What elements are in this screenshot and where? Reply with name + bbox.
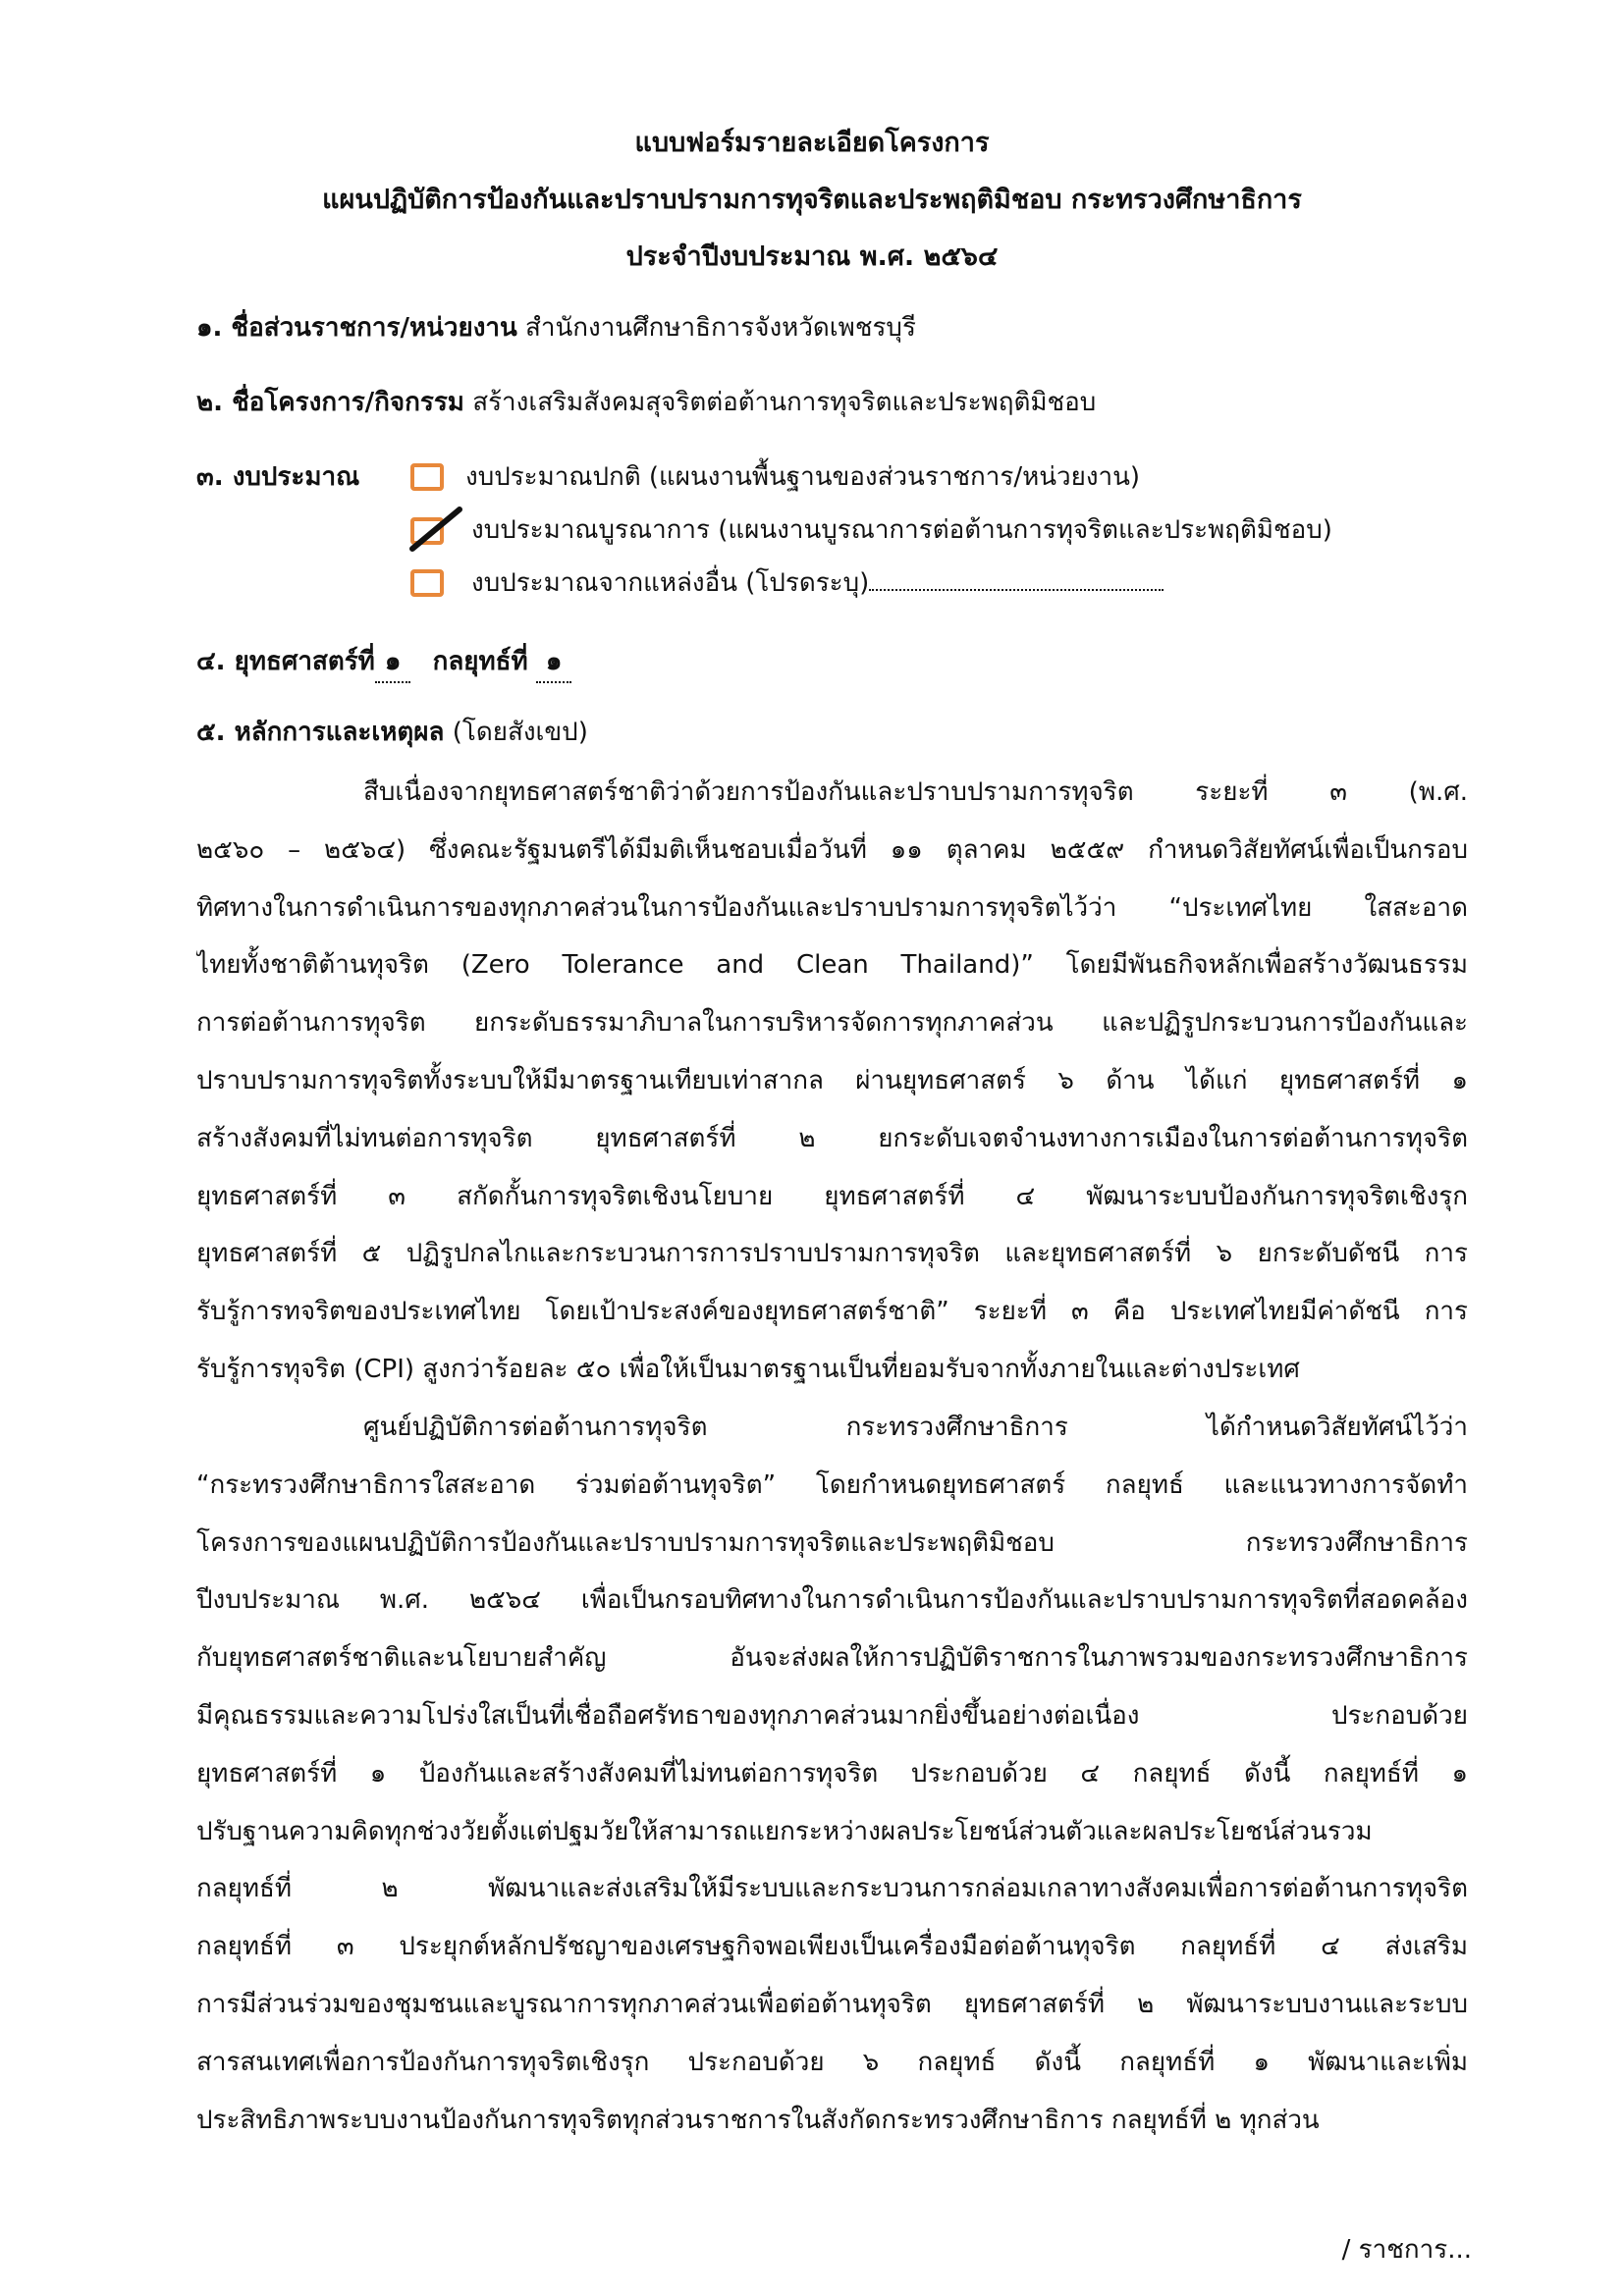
paragraph-line: การต่อต้านการทุจริต ยกระดับธรรมาภิบาลในการบริหารจัดการทุกภาคส่วน และปฏิรูปกระบวนการป้องกันและ (196, 1008, 1468, 1039)
paragraph-line: ประสิทธิภาพระบบงานป้องกันการทุจริตทุกส่วนราชการในสังกัดกระทรวงศึกษาธิการ กลยุทธ์ที่ ๒ ทุกส่วน (196, 2105, 1320, 2135)
budget-label: ๓. งบประมาณ (196, 462, 360, 492)
paragraph-line: การมีส่วนร่วมของชุมชนและบูรณาการทุกภาคส่วนเพื่อต่อต้านทุจริต ยุทธศาสตร์ที่ ๒ พัฒนาระบบงานและระบบ (196, 1989, 1468, 2019)
paragraph-line: โครงการของแผนปฏิบัติการป้องกันและปราบปรามการทุจริตและประพฤติมิชอบ กระทรวงศึกษาธิการ (196, 1527, 1468, 1558)
paragraph-line: ทิศทางในการดำเนินการของทุกภาคส่วนในการป้องกันและปราบปรามการทุจริตไว้ว่า “ประเทศไทย ใสสะอาด (196, 892, 1468, 923)
paragraph-line: ปรับฐานความคิดทุกช่วงวัยตั้งแต่ปฐมวัยให้สามารถแยกระหว่างผลประโยชน์ส่วนตัวและผลประโยชน์ส่วนรวม (196, 1816, 1373, 1846)
budget-other-blank[interactable] (869, 569, 1164, 591)
continuation-marker: / ราชการ... (1341, 2235, 1472, 2265)
budget-other-checkbox[interactable] (410, 569, 444, 597)
rationale-paragraph-2 (196, 1399, 1468, 2149)
rationale-paragraph-1 (196, 764, 1468, 1399)
paragraph-line: ปีงบประมาณ พ.ศ. ๒๕๖๔ เพื่อเป็นกรอบทิศทางในการดำเนินการป้องกันและปราบปรามการทุจริตที่สอดคล้อง (196, 1585, 1468, 1616)
paragraph-line: สร้างสังคมที่ไม่ทนต่อการทุจริต ยุทธศาสตร์ที่ ๒ ยกระดับเจตจำนงทางการเมืองในการต่อต้านการทุจริต (196, 1123, 1468, 1153)
budget-regular-label: งบประมาณปกติ (แผนงานพื้นฐานของส่วนราชการ/หน่วยงาน) (465, 462, 1141, 492)
agency-label: ๑. ชื่อส่วนราชการ/หน่วยงาน (196, 313, 517, 343)
budget-other-line (471, 563, 1164, 603)
paragraph-line: ยุทธศาสตร์ที่ ๕ ปฏิรูปกลไกและกระบวนการการปราบปรามการทุจริต และยุทธศาสตร์ที่ ๖ ยกระดับดัชนี การ (196, 1239, 1468, 1269)
strategy-line (196, 642, 571, 683)
paragraph-line: รับรู้การทุจริต (CPI) สูงกว่าร้อยละ ๕๐ เพื่อให้เป็นมาตรฐานเป็นที่ยอมรับจากทั้งภายในและต่างประเทศ (196, 1354, 1300, 1384)
paragraph-line: ยุทธศาสตร์ที่ ๑ ป้องกันและสร้างสังคมที่ไม่ทนต่อการทุจริต ประกอบด้วย ๔ กลยุทธ์ ดังนี้ กลยุทธ์ที่ ๑ (196, 1758, 1468, 1789)
project-label: ๒. ชื่อโครงการ/กิจกรรม (196, 388, 464, 417)
paragraph-line: ไทยทั้งชาติต้านทุจริต (Zero Tolerance and Clean Thailand)” โดยมีพันธกิจหลักเพื่อสร้างวัฒนธรรม (196, 950, 1468, 981)
budget-regular-checkbox[interactable] (410, 463, 444, 491)
agency-line (196, 308, 916, 347)
paragraph-line: กลยุทธ์ที่ ๓ ประยุกต์หลักปรัชญาของเศรษฐกิจพอเพียงเป็นเครื่องมือต่อต้านทุจริต กลยุทธ์ที่ ๔ ส่งเสริม (196, 1932, 1468, 1962)
paragraph-line: ๒๕๖๐ – ๒๕๖๔) ซึ่งคณะรัฐมนตรีได้มีมติเห็นชอบเมื่อวันที่ ๑๑ ตุลาคม ๒๕๕๙ กำหนดวิสัยทัศน์เพื่อเป็นกรอบ (196, 834, 1468, 865)
paragraph-line: กลยุทธ์ที่ ๒ พัฒนาและส่งเสริมให้มีระบบและกระบวนการกล่อมเกลาทางสังคมเพื่อการต่อต้านการทุจริต (196, 1874, 1468, 1904)
tactic-number: ๑ (536, 642, 572, 683)
paragraph-line: ศูนย์ปฏิบัติการต่อต้านการทุจริต กระทรวงศึกษาธิการ ได้กำหนดวิสัยทัศน์ไว้ว่า (363, 1413, 1468, 1442)
paragraph-line: มีคุณธรรมและความโปร่งใสเป็นที่เชื่อถือศรัทธาของทุกภาคส่วนมากยิ่งขึ้นอย่างต่อเนื่อง ประกอบด้วย (196, 1700, 1468, 1731)
rationale-note: (โดยสังเขป) (452, 718, 588, 747)
paragraph-line: สารสนเทศเพื่อการป้องกันการทุจริตเชิงรุก ประกอบด้วย ๖ กลยุทธ์ ดังนี้ กลยุทธ์ที่ ๑ พัฒนาและเพิ่ม (196, 2047, 1468, 2077)
strategy-number: ๑ (375, 642, 411, 683)
rationale-label: ๕. หลักการและเหตุผล (196, 718, 445, 747)
paragraph-line: รับรู้การทจริตของประเทศไทย โดยเป้าประสงค์ของยุทธศาสตร์ชาติ” ระยะที่ ๓ คือ ประเทศไทยมีค่าดัชนี การ (196, 1297, 1468, 1327)
form-title: แบบฟอร์มรายละเอียดโครงการ (634, 128, 990, 158)
rationale-heading (196, 713, 588, 752)
strategy-label: ๔. ยุทธศาสตร์ที่ (196, 647, 375, 676)
budget-other-label: งบประมาณจากแหล่งอื่น (โปรดระบุ) (471, 568, 870, 598)
budget-integrated-checkbox[interactable] (410, 517, 444, 545)
paragraph-line: สืบเนื่องจากยุทธศาสตร์ชาติว่าด้วยการป้องกันและปราบปรามการทุจริต ระยะที่ ๓ (พ.ศ. (363, 777, 1468, 807)
checkmark-icon (408, 506, 467, 557)
budget-integrated-label: งบประมาณบูรณาการ (แผนงานบูรณาการต่อต้านการทุจริตและประพฤติมิชอบ) (471, 515, 1332, 545)
paragraph-line: กับยุทธศาสตร์ชาติและนโยบายสำคัญ อันจะส่งผลให้การปฏิบัติราชการในภาพรวมของกระทรวงศึกษาธิการ (196, 1643, 1468, 1674)
paragraph-line: ยุทธศาสตร์ที่ ๓ สกัดกั้นการทุจริตเชิงนโยบาย ยุทธศาสตร์ที่ ๔ พัฒนาระบบป้องกันการทุจริตเชิงรุก (196, 1181, 1468, 1211)
project-line (196, 383, 1096, 422)
plan-title: แผนปฏิบัติการป้องกันและปราบปรามการทุจริตและประพฤติมิชอบ กระทรวงศึกษาธิการ (322, 185, 1302, 215)
project-value: สร้างเสริมสังคมสุจริตต่อต้านการทุจริตและประพฤติมิชอบ (472, 388, 1097, 417)
fiscal-year-title: ประจำปีงบประมาณ พ.ศ. ๒๕๖๔ (625, 241, 999, 272)
agency-value: สำนักงานศึกษาธิการจังหวัดเพชรบุรี (525, 313, 916, 343)
tactic-label: กลยุทธ์ที่ (432, 647, 528, 676)
paragraph-line: “กระทรวงศึกษาธิการใสสะอาด ร่วมต่อต้านทุจริต” โดยกำหนดยุทธศาสตร์ กลยุทธ์ และแนวทางการจัดทำ (196, 1469, 1468, 1500)
paragraph-line: ปราบปรามการทุจริตทั้งระบบให้มีมาตรฐานเทียบเท่าสากล ผ่านยุทธศาสตร์ ๖ ด้าน ได้แก่ ยุทธศาสตร์ที่ ๑ (196, 1065, 1468, 1095)
